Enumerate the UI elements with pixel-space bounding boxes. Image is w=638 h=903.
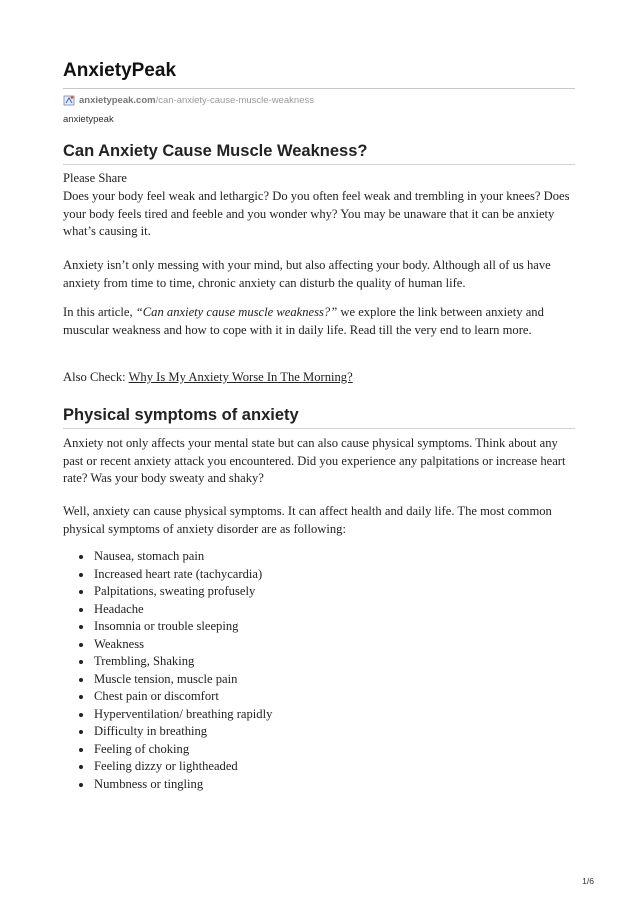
list-item — [63, 583, 272, 601]
bullet-icon — [79, 555, 83, 559]
bullet-icon — [79, 608, 83, 612]
list-item — [63, 653, 272, 671]
header-divider — [63, 88, 575, 89]
symptom-text: Muscle tension, muscle pain — [94, 671, 238, 686]
bullet-icon — [79, 730, 83, 734]
symptom-text: Numbness or tingling — [94, 776, 204, 791]
page-number: 1/6 — [582, 876, 594, 886]
paragraph-mind-body: Anxiety isn’t only messing with your mind, but also affecting your body. Although all of us have anxiety from time to time, chronic anxiety can disturb the quality of human life. — [63, 258, 551, 290]
symptom-text: Increased heart rate (tachycardia) — [94, 566, 263, 581]
symptom-text: Difficulty in breathing — [94, 724, 208, 738]
bullet-icon — [79, 765, 83, 769]
symptom-list — [63, 548, 272, 793]
symptom-text: Hyperventilation/ breathing rapidly — [94, 706, 273, 721]
section-paragraph-2: Well, anxiety can cause physical symptoms. It can affect health and daily life. The most common physical symptoms of anxiety disorder are as following: — [63, 504, 552, 536]
section-divider — [63, 428, 575, 429]
bullet-icon — [79, 695, 83, 699]
bullet-icon — [79, 660, 83, 664]
bullet-icon — [79, 590, 83, 594]
symptom-text: Chest pain or discomfort — [94, 689, 219, 703]
list-item — [63, 741, 272, 759]
list-item — [63, 636, 272, 654]
also-check — [63, 369, 575, 387]
symptom-text: Palpitations, sweating profusely — [94, 584, 256, 598]
title-divider — [63, 164, 575, 165]
symptom-text: Nausea, stomach pain — [94, 549, 205, 563]
article-title: Can Anxiety Cause Muscle Weakness? — [63, 142, 368, 160]
symptom-text: Trembling, Shaking — [94, 654, 195, 668]
p3-after: we explore the link between anxiety and muscular weakness and how to cope with it in daily life. Read till the very end to learn more. — [63, 305, 544, 337]
list-item — [63, 566, 272, 584]
bullet-icon — [79, 713, 83, 717]
also-check-link[interactable]: Why Is My Anxiety Worse In The Morning? — [128, 370, 353, 384]
bullet-icon — [79, 748, 83, 752]
url-path: /can-anxiety-cause-muscle-weakness — [155, 94, 314, 106]
paragraph-article-scope — [63, 304, 575, 339]
share-label: Please Share — [63, 171, 127, 185]
bullet-icon — [79, 678, 83, 682]
url-host: anxietypeak.com — [79, 94, 156, 106]
bullet-icon — [79, 783, 83, 787]
p3-before: In this article, — [63, 305, 136, 319]
bullet-icon — [79, 643, 83, 647]
symptom-text: Weakness — [94, 636, 145, 651]
list-item — [63, 758, 272, 776]
list-item — [63, 601, 272, 619]
symptom-text: Insomnia or trouble sleeping — [94, 619, 239, 633]
symptom-text: Headache — [94, 601, 144, 616]
list-item — [63, 671, 272, 689]
link-favicon-icon — [63, 94, 75, 106]
bullet-icon — [79, 625, 83, 629]
author-name: anxietypeak — [63, 114, 114, 125]
list-item — [63, 618, 272, 636]
section-title: Physical symptoms of anxiety — [63, 406, 299, 424]
also-check-label: Also Check: — [63, 370, 129, 384]
bullet-icon — [79, 573, 83, 577]
p3-question: “Can anxiety cause muscle weakness?” — [135, 305, 338, 319]
source-url[interactable] — [63, 93, 314, 107]
symptom-text: Feeling of choking — [94, 741, 190, 756]
list-item — [63, 776, 272, 794]
list-item — [63, 688, 272, 706]
site-title: AnxietyPeak — [63, 60, 177, 81]
symptom-text: Feeling dizzy or lightheaded — [94, 759, 238, 773]
intro-paragraph: Does your body feel weak and lethargic? Do you often feel weak and trembling in your knees? Does your body feels tired and feeble and you wonder why? You may be unaware that it can be anxiety what’s causing it. — [63, 189, 570, 238]
list-item — [63, 706, 272, 724]
list-item — [63, 548, 272, 566]
list-item — [63, 723, 272, 741]
section-paragraph-1: Anxiety not only affects your mental state but can also cause physical symptoms. Think about any past or recent anxiety attack you encountered. Did you experience any palpitations or increase heart rate? Was your body sweaty and shaky? — [63, 436, 566, 485]
